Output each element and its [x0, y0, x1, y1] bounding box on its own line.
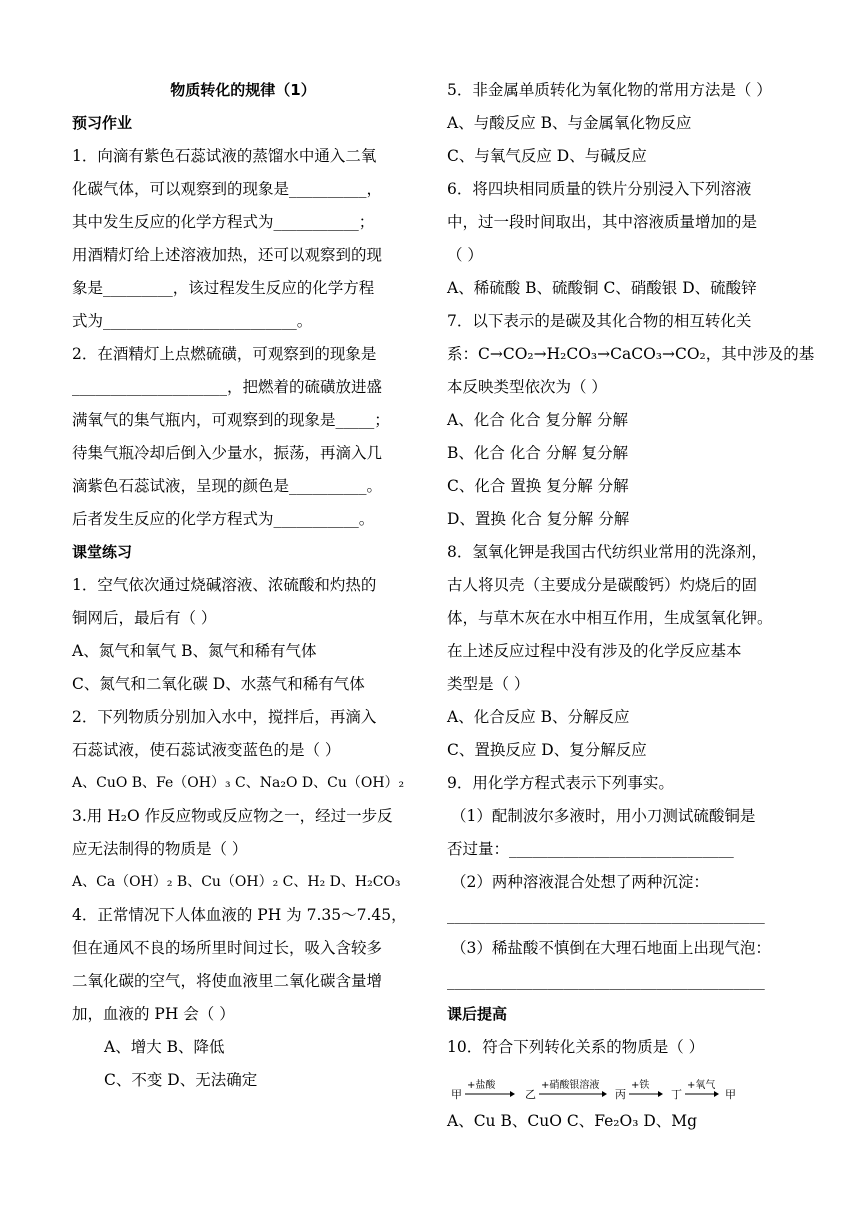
right-line: D、置换 化合 复分解 分解 — [447, 510, 630, 528]
q10-options: A、Cu B、CuO C、Fe₂O₃ D、Mg — [447, 1112, 698, 1130]
right-line: B、化合 化合 分解 复分解 — [447, 444, 629, 462]
right-line: 9．用化学方程式表示下列事实。 — [447, 774, 674, 792]
right-line: C、与氧气反应 D、与碱反应 — [447, 147, 647, 165]
right-line: 8．氢氧化钾是我国古代纺织业常用的洗涤剂， — [447, 543, 767, 561]
flow-node: 丙 — [615, 1088, 626, 1101]
right-line: （ ） — [447, 246, 483, 264]
left-line: C、不变 D、无法确定 — [104, 1071, 258, 1089]
left-line: 满氧气的集气瓶内，可观察到的现象是_____； — [72, 411, 390, 429]
left-line: 物质转化的规律（1） — [170, 81, 316, 99]
left-line: 4．正常情况下人体血液的 PH 为 7.35～7.45， — [72, 906, 407, 924]
right-line: _________________________________________ — [447, 906, 765, 924]
flow-arrowhead — [602, 1091, 607, 1097]
right-line: _________________________________________ — [447, 972, 765, 990]
right-line: 5．非金属单质转化为氧化物的常用方法是（ ） — [447, 81, 772, 99]
right-line: 6．将四块相同质量的铁片分别浸入下列溶液 — [447, 180, 752, 198]
right-line: （2）两种溶液混合处想了两种沉淀： — [451, 873, 709, 891]
right-line: 课后提高 — [447, 1005, 508, 1023]
left-line: 1．向滴有紫色石蕊试液的蒸馏水中通入二氧 — [72, 147, 377, 165]
left-line: A、氮气和氧气 B、氮气和稀有气体 — [72, 642, 317, 660]
left-line: 用酒精灯给上述溶液加热，还可以观察到的现 — [72, 246, 383, 264]
left-column — [72, 74, 414, 1097]
left-line: 滴紫色石蕊试液，呈现的颜色是__________。 — [72, 477, 383, 495]
flow-arrowhead — [510, 1091, 515, 1097]
right-line: 类型是（ ） — [447, 675, 530, 693]
conversion-flow-diagram — [447, 1072, 777, 1105]
right-line: 系：C→CO₂→H₂CO₃→CaCO₃→CO₂，其中涉及的基 — [447, 345, 815, 363]
left-line: 1．空气依次通过烧碱溶液、浓硫酸和灼热的 — [72, 576, 377, 594]
right-line: 在上述反应过程中没有涉及的化学反应基本 — [447, 642, 742, 660]
left-line: 铜网后，最后有（ ） — [72, 609, 217, 627]
right-line: 体，与草木灰在水中相互作用，生成氢氧化钾。 — [447, 609, 773, 627]
right-line: A、与酸反应 B、与金属氧化物反应 — [447, 114, 692, 132]
right-line: 中，过一段时间取出，其中溶液质量增加的是 — [447, 213, 758, 231]
flow-node: 丁 — [671, 1088, 682, 1101]
left-line: 待集气瓶冷却后倒入少量水，振荡，再滴入几 — [72, 444, 383, 462]
left-line: 预习作业 — [72, 114, 133, 132]
left-line: A、Ca（OH）₂ B、Cu（OH）₂ C、H₂ D、H₂CO₃ — [72, 874, 401, 890]
left-line: 课堂练习 — [72, 543, 133, 561]
left-line: 化碳气体，可以观察到的现象是__________， — [72, 180, 383, 198]
right-line: C、化合 置换 复分解 分解 — [447, 477, 629, 495]
flow-arrow-label: +盐酸 — [467, 1080, 496, 1091]
left-line: 但在通风不良的场所里时间过长，吸入含较多 — [72, 939, 383, 957]
left-line: C、氮气和二氧化碳 D、水蒸气和稀有气体 — [72, 675, 365, 693]
right-line: 10．符合下列转化关系的物质是（ ） — [447, 1038, 705, 1056]
left-line: 其中发生反应的化学方程式为___________； — [72, 213, 375, 231]
right-line: C、置换反应 D、复分解反应 — [447, 741, 647, 759]
flow-arrowhead — [714, 1091, 719, 1097]
left-line: 应无法制得的物质是（ ） — [72, 840, 248, 858]
flow-arrow-label: +硝酸银溶液 — [541, 1080, 600, 1091]
left-line: A、CuO B、Fe（OH）₃ C、Na₂O D、Cu（OH）₂ — [72, 775, 405, 791]
left-line: ____________________，把燃着的硫磺放进盛 — [72, 378, 383, 396]
left-line: 2．在酒精灯上点燃硫磺，可观察到的现象是 — [72, 345, 377, 363]
left-line: 后者发生反应的化学方程式为___________。 — [72, 510, 375, 528]
left-line: 加，血液的 PH 会（ ） — [72, 1005, 235, 1023]
right-line: （3）稀盐酸不慎倒在大理石地面上出现气泡： — [451, 939, 771, 957]
right-line: A、化合 化合 复分解 分解 — [447, 411, 628, 429]
left-line: 象是_________，该过程发生反应的化学方程 — [72, 279, 375, 297]
left-line: 2．下列物质分别加入水中，搅拌后，再滴入 — [72, 708, 377, 726]
left-line: 石蕊试液，使石蕊试液变蓝色的是（ ） — [72, 741, 341, 759]
left-line: 式为_________________________。 — [72, 312, 313, 330]
flow-arrowhead — [658, 1091, 663, 1097]
right-line: A、化合反应 B、分解反应 — [447, 708, 630, 726]
flow-node: 甲 — [725, 1088, 736, 1101]
right-column — [447, 74, 815, 1138]
right-line: 否过量：_____________________________ — [447, 840, 734, 858]
right-line: 本反映类型依次为（ ） — [447, 378, 607, 396]
right-line: A、稀硫酸 B、硫酸铜 C、硝酸银 D、硫酸锌 — [447, 279, 757, 297]
right-line: （1）配制波尔多液时，用小刀测试硫酸铜是 — [451, 807, 756, 825]
right-line: 7．以下表示的是碳及其化合物的相互转化关 — [447, 312, 752, 330]
right-line: 古人将贝壳（主要成分是碳酸钙）灼烧后的固 — [447, 576, 758, 594]
flow-arrow-label: +氧气 — [687, 1080, 716, 1091]
flow-node: 甲 — [451, 1088, 462, 1101]
flow-arrow-label: +铁 — [631, 1080, 650, 1091]
flow-node: 乙 — [525, 1088, 536, 1101]
left-line: 3.用 H₂O 作反应物或反应物之一，经过一步反 — [72, 807, 393, 825]
left-line: 二氧化碳的空气，将使血液里二氧化碳含量增 — [72, 972, 383, 990]
left-line: A、增大 B、降低 — [104, 1038, 225, 1056]
